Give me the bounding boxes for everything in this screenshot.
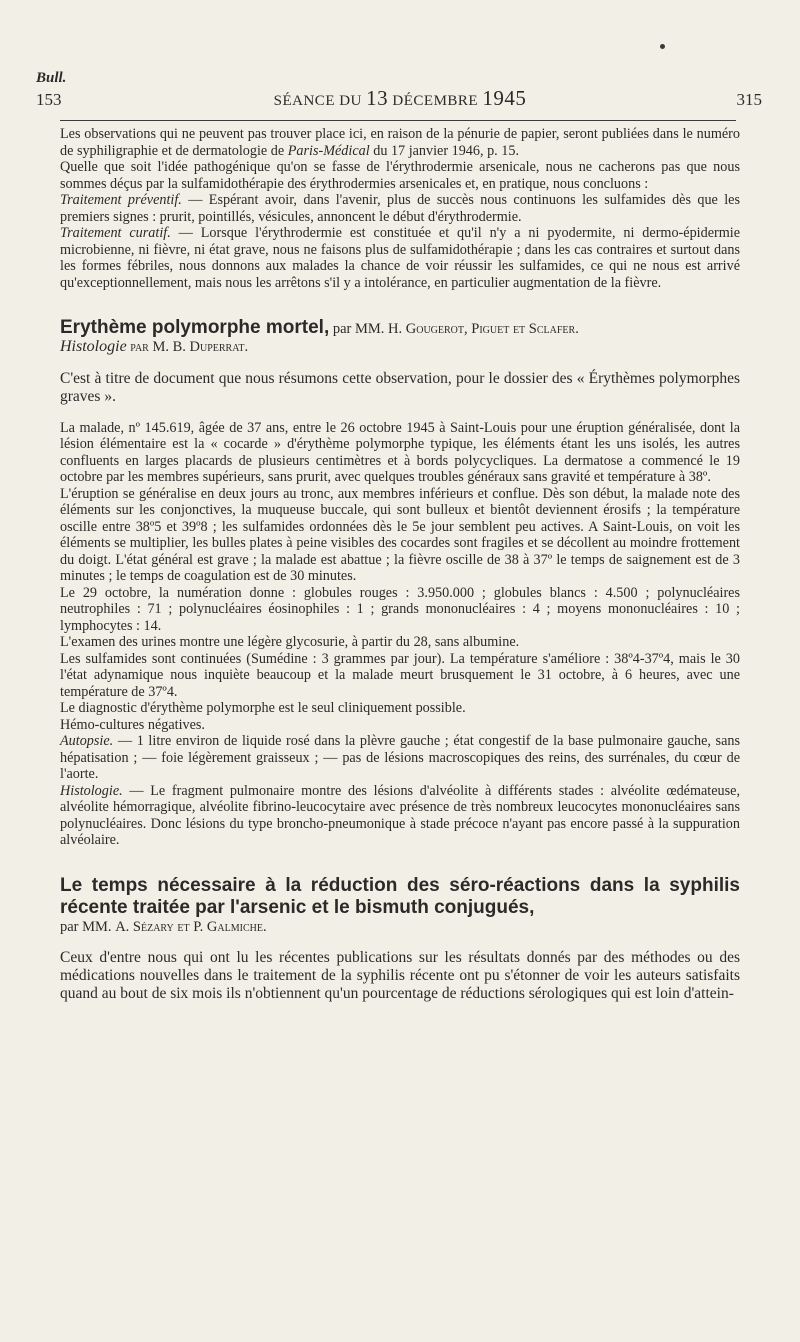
s2-histo-authors: par M. B. Duperrat. <box>126 339 249 355</box>
s2-authors: H. Gougerot, Piguet et Sclafer. <box>388 321 579 337</box>
s2-histo-label: Histologie <box>60 338 127 355</box>
s2-paragraph-7: Hémo-cultures négatives. <box>60 716 205 733</box>
s2-histology-credit <box>60 339 740 356</box>
s2-paragraph-8 <box>60 733 740 783</box>
s2-p9-text: — Le fragment pulmonaire montre des lésions d'alvéolite à différents stades : alvéolite œdémateuse, alvéolite hémorragique, alvéolite fibrino-leucocytaire avec présence de très nombreux leucocytes mononucléaires sans polynucléaires. Donc lésions du type broncho-pneumonique à stade précoce n'ayant pas encore passé à la suppuration alvéolaire. <box>60 782 740 848</box>
s2-paragraph-3: Le 29 octobre, la numération donne : globules rouges : 3.950.000 ; globules blancs : 4.500 ; polynucléaires neutrophiles : 71 ; polynucléaires éosinophiles : 1 ; grands mononucléaires : 4 ; moyens mononucléaires : 10 ; lymphocytes : 14. <box>60 584 740 634</box>
page-body <box>60 126 740 1003</box>
s2-paragraph-4: L'examen des urines montre une légère glycosurie, à partir du 28, sans albumine. <box>60 634 520 650</box>
s1-paragraph-2: Quelle que soit l'idée pathogénique qu'on se fasse de l'érythrodermie arsenicale, nous ne cacherons pas que nous sommes déçus par la sulfamidothérapie des érythrodermies arsenicales et, en pratique, nous concluons : <box>60 159 740 192</box>
running-title <box>0 86 800 111</box>
s1-paragraph-3 <box>60 192 740 225</box>
right-page-number: 315 <box>736 90 762 109</box>
left-page-number: 153 <box>36 90 62 109</box>
s2-paragraph-1: La malade, nº 145.619, âgée de 37 ans, entre le 26 octobre 1945 à Saint-Louis pour une éruption généralisée, dont la lésion élémentaire est la « cocarde » d'érythème polymorphe typique, les éléments étant les uns isolés, les autres confluents en larges placards de plusieurs centimètres et à bords polycycliques. La dermatose a commencé le 19 octobre par les membres supérieurs, sans prurit, avec quelques troubles généraux sans gravité et température à 38º. <box>60 419 740 485</box>
s3-authors-line <box>60 919 740 936</box>
s1-p4-text: — Lorsque l'érythrodermie est constituée et qu'il n'y a ni pyodermite, ni dermo-épidermie microbienne, ni fièvre, ni état grave, nous ne faisons plus de sulfamidothérapie ; dans les cas contraires et surtout dans les formes fébriles, nous donnons aux malades la chance de voir réussir les sulfamides, ce qui ne nous est arrivé qu'exceptionnellement, mais nous les arrêtons s'il y a intolérance, en particulier augmentation de la fièvre. <box>60 225 741 291</box>
running-title-year: 1945 <box>482 86 527 110</box>
s1-p1-text: Les observations qui ne peuvent pas trouver place ici, en raison de la pénurie de papier, seront publiées dans le numéro de syphiligraphie et de dermatologie de <box>60 126 740 159</box>
s3-title: Le temps nécessaire à la réduction des séro-réactions dans la syphilis récente traitée par l'arsenic et le bismuth conjugués, <box>60 874 740 918</box>
s1-p1-end: du 17 janvier 1946, p. 15. <box>369 142 520 159</box>
bull-label: Bull. <box>36 70 67 86</box>
header-rule <box>60 120 736 121</box>
s1-p3-text: — Espérant avoir, dans l'avenir, plus de succès nous continuons les sulfamides dès que les premiers signes : prurit, pointillés, vésicules, annoncent le début d'érythrodermie. <box>60 192 741 225</box>
s1-p3-label: Traitement préventif. <box>60 192 182 208</box>
s2-heading <box>60 317 740 339</box>
s3-authors: A. Sézary et P. Galmiche. <box>115 918 267 935</box>
s2-p8-label: Autopsie. <box>60 733 114 749</box>
s2-intro: C'est à titre de document que nous résumons cette observation, pour le dossier des « Érythèmes polymorphes graves ». <box>60 369 740 405</box>
s3-paragraph-1: Ceux d'entre nous qui ont lu les récentes publications sur les résultats donnés par des méthodes ou des médications nouvelles dans le traitement de la syphilis récente ont pu s'étonner de voir les auteurs satisfaits quand au bout de six mois ils n'obtiennent qu'un pourcentage de réductions sérologiques qui est loin d'attein- <box>60 949 740 1002</box>
running-title-a: SÉANCE DU <box>273 93 367 109</box>
s2-paragraph-5: Les sulfamides sont continuées (Sumédine : 3 grammes par jour). La température s'améliore : 38º4-37º4, mais le 30 l'état adynamique nous inquiète beaucoup et la malade meurt brusquement le 31 octobre, à 6 heures, avec une température de 37º4. <box>60 650 740 700</box>
s2-paragraph-6: Le diagnostic d'érythème polymorphe est le seul cliniquement possible. <box>60 700 466 716</box>
s2-paragraph-9 <box>60 783 740 849</box>
s2-p8-text: — 1 litre environ de liquide rosé dans la plèvre gauche ; état congestif de la base pulmonaire gauche, sans hépatisation ; — foie légèrement graisseux ; — pas de lésions macroscopiques des reins, des surrénales, du cœur de l'aorte. <box>60 733 740 782</box>
s1-p1-journal: Paris-Médical <box>287 142 370 159</box>
s2-paragraph-2: L'éruption se généralise en deux jours au tronc, aux membres inférieurs et conflue. Dès son début, la malade note des éléments sur les conjonctives, la muqueuse buccale, qui sont bulleux et bientôt deviennent érosifs ; la température oscille entre 38º5 et 39º8 ; les sulfamides ordonnées dès le 5e jour semblent peu actives. A Saint-Louis, on voit les éléments se multiplier, les bulles plates à peine visibles des cocardes sont fragiles et se décollent au moindre frottement du doigt. L'état général est grave ; la malade est abattue ; la fièvre oscille de 38 à 37º le temps de saignement est de 3 minutes ; le temps de coagulation est de 30 minutes. <box>60 485 740 584</box>
s1-paragraph-1 <box>60 126 740 159</box>
s2-p9-label: Histologie. <box>60 782 123 799</box>
s1-paragraph-4 <box>60 225 740 291</box>
ink-dot <box>660 44 665 49</box>
s3-authors-prefix: par MM. <box>60 918 116 935</box>
s2-title: Erythème polymorphe mortel, <box>60 317 330 338</box>
s1-p4-label: Traitement curatif. <box>60 225 171 241</box>
running-title-day: 13 <box>366 86 389 110</box>
running-title-b: DÉCEMBRE <box>388 93 483 109</box>
s2-authors-prefix: par MM. <box>329 321 389 337</box>
